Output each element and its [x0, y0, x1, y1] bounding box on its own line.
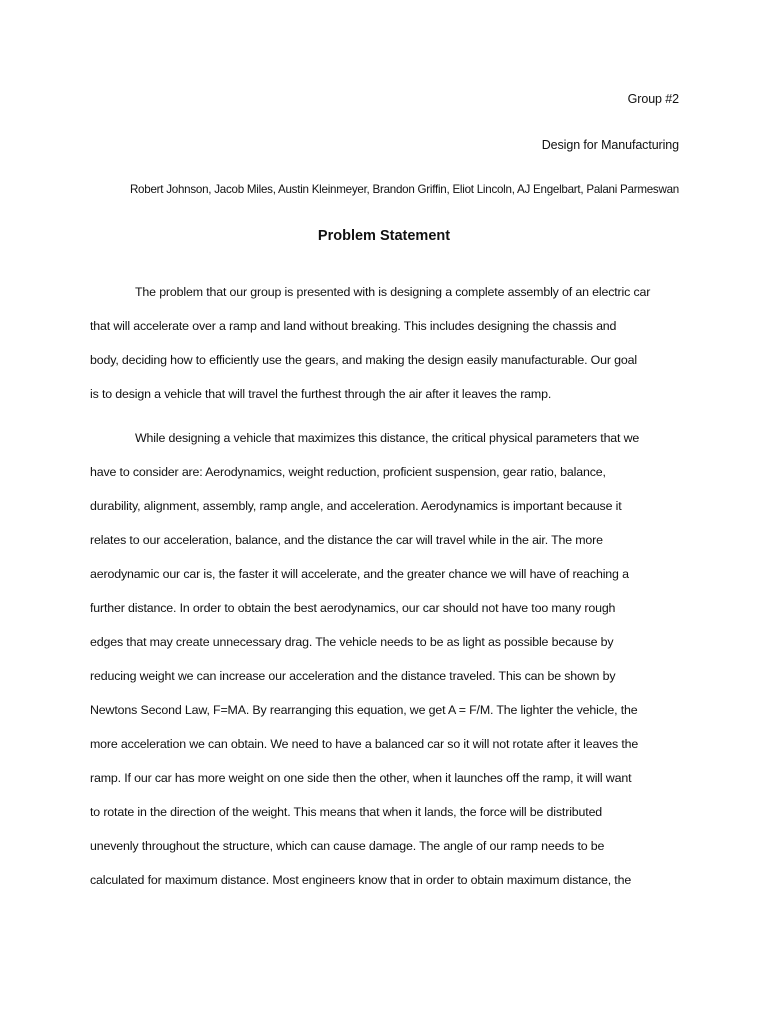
paragraph-line: Newtons Second Law, F=MA. By rearranging this equation, we get A = F/M. The lighter the vehicle, the: [90, 703, 638, 717]
paragraph-line: further distance. In order to obtain the best aerodynamics, our car should not have too many rough: [90, 601, 616, 615]
paragraph-line: body, deciding how to efficiently use the gears, and making the design easily manufacturable. Our goal: [90, 353, 637, 367]
paragraph-line: is to design a vehicle that will travel the furthest through the air after it leaves the ramp.: [90, 387, 552, 401]
course-title: Design for Manufacturing: [541, 138, 679, 152]
author-list: Robert Johnson, Jacob Miles, Austin Kleinmeyer, Brandon Griffin, Eliot Lincoln, AJ Engelbart, Palani Parmeswan: [129, 183, 679, 196]
paragraph-line: ramp. If our car has more weight on one side then the other, when it launches off the ramp, it will want: [90, 771, 632, 785]
paragraph-2: [90, 421, 680, 897]
paragraph-line: The problem that our group is presented with is designing a complete assembly of an electric car: [135, 285, 651, 299]
paragraph-line: reducing weight we can increase our acceleration and the distance traveled. This can be shown by: [90, 669, 616, 683]
paragraph-line: have to consider are: Aerodynamics, weight reduction, proficient suspension, gear ratio, balance,: [90, 465, 606, 479]
paragraph-line: aerodynamic our car is, the faster it will accelerate, and the greater chance we will have of reaching a: [90, 567, 629, 581]
paragraph-line: more acceleration we can obtain. We need to have a balanced car so it will not rotate after it leaves the: [90, 737, 639, 751]
paragraph-line: edges that may create unnecessary drag. The vehicle needs to be as light as possible because by: [90, 635, 614, 649]
paragraph-line: relates to our acceleration, balance, and the distance the car will travel while in the air. The more: [90, 533, 603, 547]
document-title: Problem Statement: [317, 228, 451, 244]
paragraph-line: to rotate in the direction of the weight. This means that when it lands, the force will be distributed: [90, 805, 603, 819]
paragraph-line: that will accelerate over a ramp and land without breaking. This includes designing the chassis and: [90, 319, 617, 333]
group-label: Group #2: [627, 92, 679, 106]
paragraph-line: unevenly throughout the structure, which can cause damage. The angle of our ramp needs to be: [90, 839, 605, 853]
paragraph-line: calculated for maximum distance. Most engineers know that in order to obtain maximum distance, the: [90, 873, 632, 887]
paragraph-line: durability, alignment, assembly, ramp angle, and acceleration. Aerodynamics is important because it: [90, 499, 622, 513]
paragraph-1: [90, 275, 680, 411]
paragraph-line: While designing a vehicle that maximizes this distance, the critical physical parameters that we: [135, 431, 640, 445]
